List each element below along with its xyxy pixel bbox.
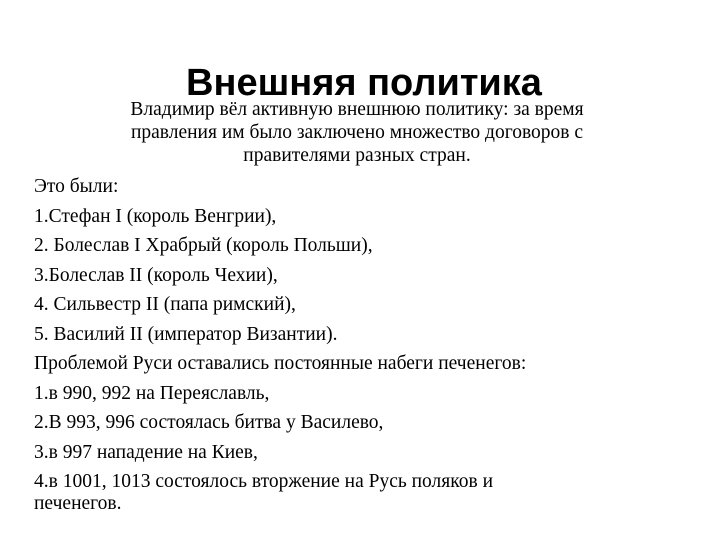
list-item: 3.в 997 нападение на Киев, [34, 441, 258, 463]
list-item: 1.в 990, 992 на Переяславль, [34, 382, 270, 404]
list-item: 2. Болеслав I Храбрый (король Польши), [34, 235, 373, 256]
list-item [34, 471, 674, 515]
intro-line: правления им было заключено множество договоров с [130, 122, 584, 143]
list-item: 2.В 993, 996 состоялась битва у Василево, [34, 412, 384, 433]
list-item: 4. Сильвестр II (папа римский), [34, 294, 296, 315]
content-list [34, 172, 674, 515]
list-item-line: 4.в 1001, 1013 состоялось вторжение на Русь поляков и [34, 471, 494, 492]
list-item: 5. Василий II (император Византии). [34, 323, 338, 345]
slide-title: Внешняя политика [186, 62, 542, 105]
list-item: Это были: [34, 176, 119, 197]
list-item: 3.Болеслав II (король Чехии), [34, 264, 278, 286]
intro-line: Владимир вёл активную внешнюю политику: за время [130, 99, 584, 120]
list-item-line: печенегов. [34, 493, 122, 514]
slide-body [34, 98, 674, 515]
list-item: Проблемой Руси оставались постоянные набеги печенегов: [34, 353, 527, 374]
list-item: 1.Стефан I (король Венгрии), [34, 205, 277, 227]
intro-paragraph [62, 98, 652, 167]
intro-line: правителями разных стран. [243, 145, 471, 166]
